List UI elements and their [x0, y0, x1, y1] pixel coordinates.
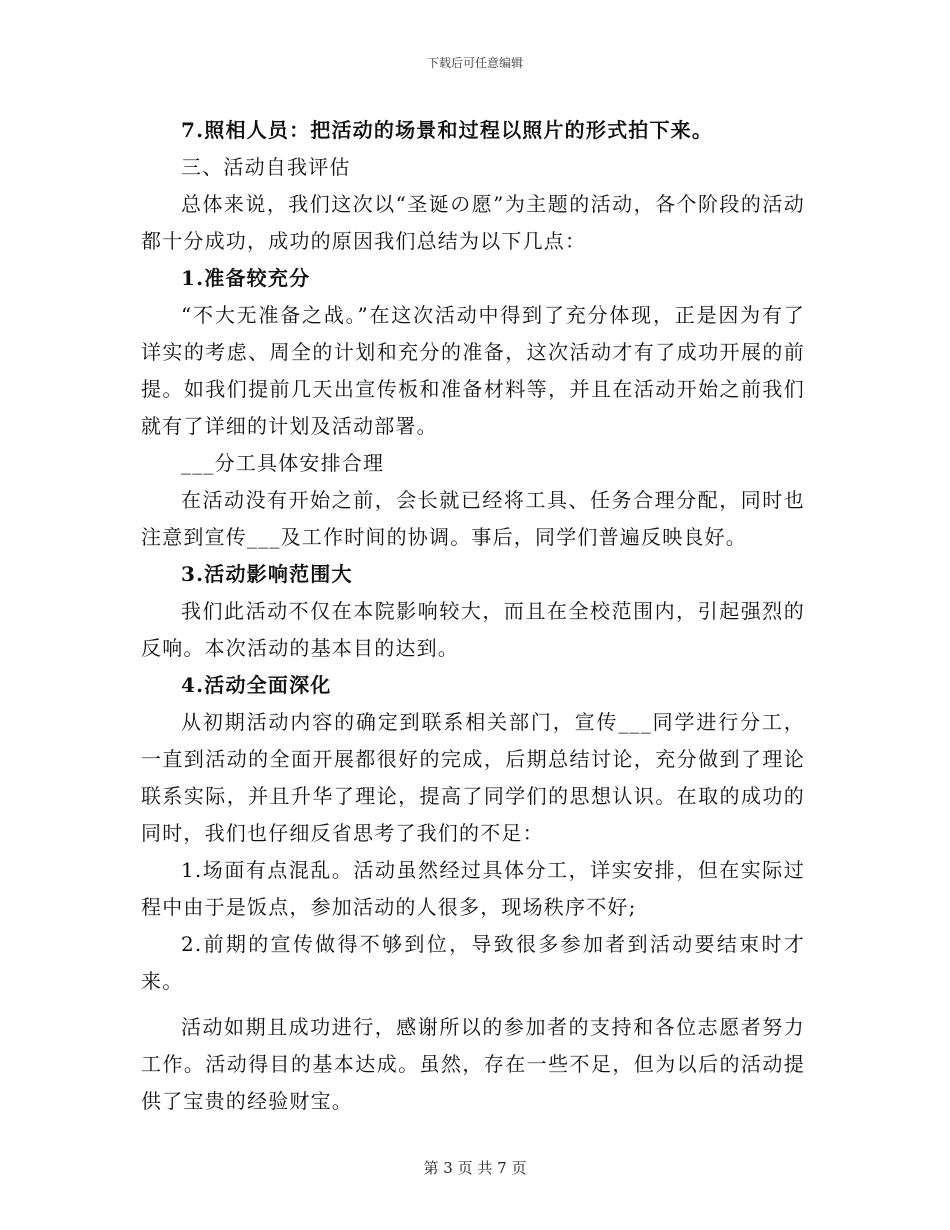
paragraph-shortcoming-2: 2.前期的宣传做得不够到位，导致很多参加者到活动要结束时才来。: [141, 932, 805, 993]
paragraph-overall-summary: 总体来说，我们这次以“圣诞の愿”为主题的活动，各个阶段的活动都十分成功，成功的原因我们总结为以下几点：: [141, 192, 805, 253]
heading-division-of-labor: ___分工具体安排合理: [181, 451, 385, 475]
paragraph-division-of-labor: 在活动没有开始之前，会长就已经将工具、任务合理分配，同时也注意到宣传___及工作时间的协调。事后，同学们普遍反映良好。: [141, 488, 805, 549]
section-heading-self-evaluation: 三、活动自我评估: [181, 155, 351, 179]
document-body: [141, 112, 805, 1120]
heading-influence: 3.活动影响范围大: [181, 562, 353, 586]
paragraph-preparation: “不大无准备之战。”在这次活动中得到了充分体现，正是因为有了详实的考虑、周全的计划和充分的准备，这次活动才有了成功开展的前提。如我们提前几天出宣传板和准备材料等，并且在活动开始之前我们就有了详细的计划及活动部署。: [141, 303, 805, 438]
heading-deepening: 4.活动全面深化: [181, 673, 332, 697]
heading-preparation: 1.准备较充分: [181, 266, 311, 290]
page-number: 第 3 页 共 7 页: [423, 1159, 527, 1177]
paragraph-photographer: 7.照相人员：把活动的场景和过程以照片的形式拍下来。: [181, 118, 714, 142]
paragraph-conclusion: 活动如期且成功进行，感谢所以的参加者的支持和各位志愿者努力工作。活动得目的基本达成。虽然，存在一些不足，但为以后的活动提供了宝贵的经验财宝。: [141, 1015, 805, 1113]
paragraph-shortcoming-1: 1.场面有点混乱。活动虽然经过具体分工，详实安排，但在实际过程中由于是饭点，参加活动的人很多，现场秩序不好;: [141, 858, 805, 919]
paragraph-deepening: 从初期活动内容的确定到联系相关部门，宣传___同学进行分工，一直到活动的全面开展都很好的完成，后期总结讨论，充分做到了理论联系实际，并且升华了理论，提高了同学们的思想认识。在取的成功的同时，我们也仔细反省思考了我们的不足：: [141, 710, 805, 845]
paragraph-influence: 我们此活动不仅在本院影响较大，而且在全校范围内，引起强烈的反响。本次活动的基本目的达到。: [141, 599, 805, 660]
page-header: 下载后可任意编辑: [426, 56, 523, 70]
